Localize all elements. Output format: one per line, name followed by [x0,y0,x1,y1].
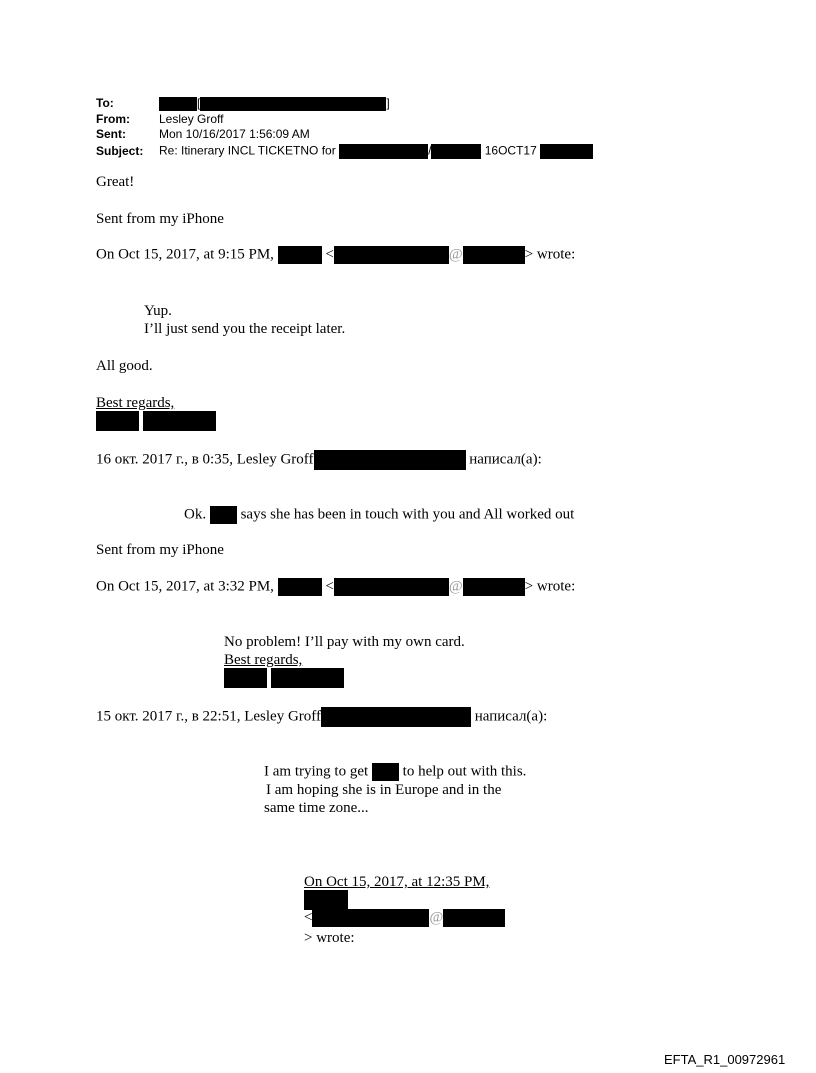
subject-slash: / [428,143,432,158]
wrote-line-1 [96,246,575,264]
to-label: To: [96,96,114,111]
ru-prefix: 16 окт. 2017 г., в 0:35, Lesley Groff [96,451,314,468]
trying-line [264,763,526,781]
email-line-3 [304,909,505,927]
redacted-block [312,909,429,927]
redacted-block [210,506,237,524]
redacted-block [463,578,525,596]
great-text: Great! [96,174,135,190]
redacted-block [314,450,466,470]
ok-line [184,506,574,524]
at-sign: @ [448,246,463,263]
subject-prefix: Re: Itinerary INCL TICKETNO for [159,143,336,158]
redacted-block [96,411,139,431]
lt-sign: < [325,246,334,263]
bracket-open: [ [197,96,201,111]
hoping-line-2: same time zone... [264,800,369,816]
trying-prefix: I am trying to get [264,763,369,780]
at-sign: @ [429,909,444,926]
receipt-text: I’ll just send you the receipt later. [144,321,346,337]
all-good-text: All good. [96,358,153,374]
wrote-line-2 [96,578,575,596]
from-label: From: [96,112,130,126]
ru-line-2 [96,707,547,727]
at-sign: @ [448,578,463,595]
sent-value: Mon 10/16/2017 1:56:09 AM [159,127,310,141]
lt-sign: < [325,578,334,595]
bracket-close: ] [386,96,390,111]
trying-suffix: to help out with this. [402,763,527,780]
redacted-block [372,763,399,781]
ok-prefix: Ok. [184,506,207,523]
no-problem-text: No problem! I’ll pay with my own card. [224,634,465,650]
redacted-block [540,144,593,159]
redacted-block [431,144,481,159]
ru-line-1 [96,450,542,470]
to-line [96,97,390,111]
redacted-block [334,246,449,264]
name-redaction-3 [304,890,348,910]
redacted-block [224,668,267,688]
wrote-suffix: > wrote: [524,578,576,595]
wrote-prefix: On Oct 15, 2017, at 3:32 PM, [96,578,274,595]
wrote-prefix: On Oct 15, 2017, at 9:15 PM, [96,246,274,263]
wrote-line-3: On Oct 15, 2017, at 12:35 PM, [304,874,490,890]
from-line [96,113,223,125]
hoping-line-1: I am hoping she is in Europe and in the [266,782,502,798]
sent-line [96,128,310,140]
ok-suffix: says she has been in touch with you and All worked out [240,506,575,523]
redacted-block [143,411,216,431]
redacted-block [304,890,348,910]
signature-redaction-1 [96,411,216,431]
signature-redaction-2 [224,668,344,688]
wrote-suffix: > wrote: [524,246,576,263]
ru-suffix: написал(а): [469,451,542,468]
redacted-block [339,144,428,159]
redacted-block [159,97,197,111]
wrote-end-3: > wrote: [304,930,355,946]
yup-text: Yup. [144,303,172,319]
subject-label: Subject: [96,143,144,158]
ru-prefix: 15 окт. 2017 г., в 22:51, Lesley Groff [96,708,322,725]
from-value: Lesley Groff [159,112,224,126]
subject-line [96,144,593,159]
sent-label: Sent: [96,127,126,141]
redacted-block [200,97,386,111]
redacted-block [278,246,322,264]
subject-date: 16OCT17 [484,143,537,158]
sent-from-iphone: Sent from my iPhone [96,211,224,227]
redacted-block [443,909,505,927]
document-id: EFTA_R1_00972961 [664,1052,786,1067]
best-regards-2: Best regards, [224,652,303,668]
lt-sign: < [304,909,313,926]
sent-from-iphone-2: Sent from my iPhone [96,542,224,558]
redacted-block [278,578,322,596]
redacted-block [271,668,344,688]
redacted-block [463,246,525,264]
ru-suffix: написал(а): [474,708,548,725]
redacted-block [321,707,471,727]
best-regards-1: Best regards, [96,395,175,411]
redacted-block [334,578,449,596]
